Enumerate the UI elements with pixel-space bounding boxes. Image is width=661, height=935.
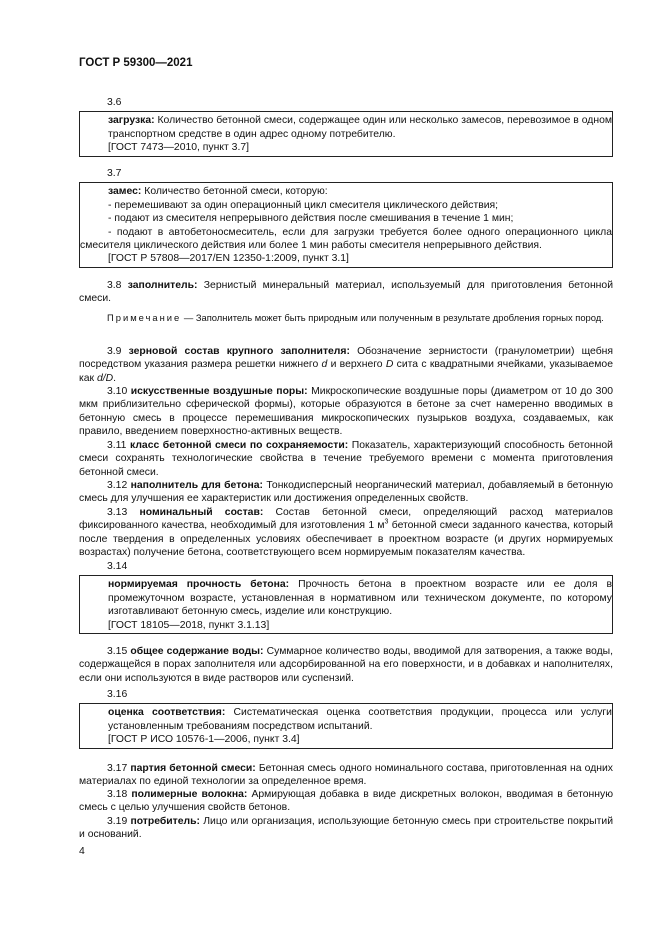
quoted-definition-box	[79, 575, 613, 634]
term-3-14	[79, 560, 613, 634]
term-name: зерновой состав крупного заполнителя:	[128, 346, 350, 357]
term-3-13	[79, 506, 613, 560]
term-3-8	[79, 279, 613, 324]
document-header: ГОСТ Р 59300—2021	[79, 57, 193, 69]
term-number: 3.12	[107, 480, 128, 491]
term-3-12	[79, 479, 613, 506]
term-definition: бетонной смеси заданного качества, который после твердения в определенных условиях обеспечивает в проектном возрасте (и других нормируемых возрастах) получение бетона, соответствующего всем нормируемым показателям качества.	[79, 520, 613, 559]
note-text: — Заполнитель может быть природным или полученным в результате дробления горных пород.	[181, 311, 604, 323]
term-number: 3.15	[107, 646, 128, 657]
term-3-18	[79, 788, 613, 815]
term-name: наполнитель для бетона:	[130, 480, 264, 491]
term-definition: Тонкодисперсный неорганический материал, добавляемый в бетонную смесь для улучшения ее характеристик или достижения определенных свойств.	[79, 480, 614, 505]
symbol: d/D	[97, 372, 114, 384]
term-name: нормируемая прочность бетона:	[108, 579, 290, 591]
term-definition: Обозначение зернистости (гранулометрии) щебня посредством указания размера решетки нижнего	[79, 346, 614, 371]
source-reference: [ГОСТ 18105—2018, пункт 3.1.13]	[108, 619, 270, 631]
term-definition: Показатель, характеризующий способность бетонной смеси сохранять технологические свойства в течение требуемого времени с момента приготовления бетонной смеси.	[79, 440, 613, 478]
term-number: 3.17	[107, 763, 128, 774]
term-number: 3.9	[107, 346, 122, 357]
term-definition: сита с квадратными ячейками, указываемое как	[79, 359, 613, 384]
term-name: замес:	[108, 186, 142, 198]
term-number: 3.18	[107, 789, 128, 800]
term-name: полимерные волокна:	[131, 789, 248, 800]
term-number: 3.13	[107, 507, 128, 518]
term-3-9	[79, 345, 613, 385]
term-definition: Микроскопические воздушные поры (диаметром от 10 до 300 мкм приблизительно сферической формы), которые образуются в бетоне за счет намеренно вводимых в бетонную смесь в процессе перемешивания микроскопических пузырьков воздуха, создаваемых, как правило, введением поверхностно-активных веществ.	[79, 386, 613, 438]
source-reference: [ГОСТ Р 57808—2017/EN 12350-1:2009, пункт 3.1]	[108, 253, 349, 265]
term-number: 3.19	[107, 816, 128, 827]
term-number: 3.16	[107, 689, 128, 700]
quoted-definition-box	[79, 182, 613, 267]
symbol: D	[385, 359, 394, 371]
term-name: искусственные воздушные поры:	[130, 386, 308, 397]
term-definition: Суммарное количество воды, вводимой для затворения, а также воды, содержащейся в порах заполнителя или адсорбированной на его поверхности, и в добавках и наполнителях, если они используются в виде растворов или суспензий.	[79, 646, 613, 684]
term-number: 3.11	[107, 440, 127, 451]
term-definition: Прочность бетона в проектном возрасте или ее доля в промежуточном возрасте, установленная в нормативном или техническом документе, по которому изготавливают бетонную смесь, изделие или конструкцию.	[108, 579, 612, 618]
term-definition: Количество бетонной смеси, содержащее один или несколько замесов, перевозимое в одном транспортном средстве в один адрес одному потребителю.	[108, 115, 612, 140]
term-number: 3.8	[107, 280, 122, 291]
list-item: - подают из смесителя непрерывного действия после смешивания в течение 1 мин;	[108, 213, 514, 225]
list-item: - подают в автобетоносмеситель, если для загрузки требуется более одного операционного цикла смесителя циклического действия или более 1 мин работы смесителя непрерывного действия.	[80, 226, 612, 252]
term-definition: Зернистый минеральный материал, используемый для приготовления бетонной смеси.	[79, 280, 614, 305]
term-number: 3.6	[107, 97, 122, 108]
term-name: номинальный состав:	[139, 507, 264, 518]
term-definition: Систематическая оценка соответствия продукции, процесса или услуги установленным требованиям посредством испытаний.	[108, 707, 612, 732]
term-name: класс бетонной смеси по сохраняемости:	[130, 440, 349, 451]
symbol: d	[321, 359, 328, 371]
term-name: оценка соответствия:	[108, 707, 226, 719]
quoted-definition-box	[79, 111, 613, 156]
list-item: - перемешивают за один операционный цикл смесителя циклического действия;	[108, 199, 499, 211]
term-number: 3.7	[107, 168, 122, 179]
term-3-6	[79, 96, 613, 157]
term-name: потребитель:	[130, 816, 201, 827]
term-definition: и верхнего	[327, 359, 386, 371]
term-name: заполнитель:	[127, 280, 198, 291]
term-definition: .	[113, 372, 117, 384]
term-definition: Лицо или организация, использующие бетонную смесь при строительстве покрытий и оснований.	[79, 816, 613, 841]
term-3-7	[79, 167, 613, 268]
note	[79, 312, 613, 324]
note-label: Примечание	[107, 311, 182, 323]
term-definition: Количество бетонной смеси, которую:	[141, 186, 328, 198]
term-number: 3.14	[107, 561, 128, 572]
term-definition: Бетонная смесь одного номинального состава, приготовленная на одних материалах по единой технологии за определенное время.	[79, 763, 613, 788]
term-3-15	[79, 645, 613, 685]
source-reference: [ГОСТ 7473—2010, пункт 3.7]	[108, 142, 249, 154]
term-3-17	[79, 762, 613, 789]
term-name: общее содержание воды:	[130, 646, 264, 657]
page-number: 4	[79, 846, 85, 857]
term-name: загрузка:	[108, 115, 155, 127]
superscript: 3	[384, 518, 389, 526]
quoted-definition-box	[79, 703, 613, 748]
term-3-11	[79, 439, 613, 479]
term-number: 3.10	[107, 386, 128, 397]
term-3-16	[79, 688, 613, 749]
term-3-10	[79, 385, 613, 439]
term-name: партия бетонной смеси:	[130, 763, 256, 774]
term-definition: Состав бетонной смеси, определяющий расход материалов фиксированного качества, необходимый для изготовления 1 м	[79, 507, 614, 532]
source-reference: [ГОСТ Р ИСО 10576-1—2006, пункт 3.4]	[108, 734, 300, 746]
term-definition: Армирующая добавка в виде дискретных волокон, вводимая в бетонную смесь с целью улучшения свойств бетонов.	[79, 789, 613, 814]
term-3-19	[79, 815, 613, 842]
